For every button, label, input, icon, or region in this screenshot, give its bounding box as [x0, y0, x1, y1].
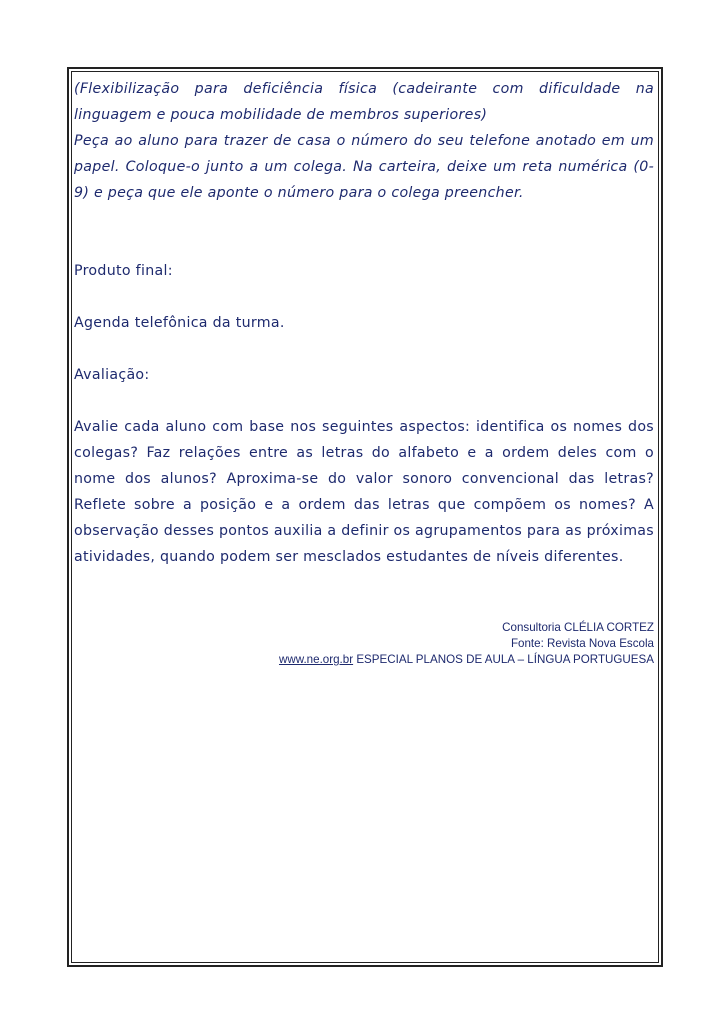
credits-block [74, 620, 654, 668]
flexibilization-title: (Flexibilização para deficiência física (cadeirante com dificuldade na linguagem e pouca mobilidade de membros superiores) [74, 81, 654, 123]
avaliacao-heading: Avaliação: [74, 367, 150, 383]
document-body [74, 76, 654, 570]
website-link[interactable]: www.ne.org.br [278, 653, 354, 666]
flexibilization-text: Peça ao aluno para trazer de casa o número do seu telefone anotado em um papel. Coloque-o junto a um colega. Na carteira, deixe um reta numérica (0-9) e peça que ele aponte o número para o colega preencher. [74, 133, 654, 201]
produto-final-heading: Produto final: [74, 263, 173, 279]
source-credit: Fonte: Revista Nova Escola [510, 637, 654, 650]
especial-label: ESPECIAL PLANOS DE AULA – LÍNGUA PORTUGUESA [353, 653, 654, 666]
avaliacao-text: Avalie cada aluno com base nos seguintes aspectos: identifica os nomes dos colegas? Faz relações entre as letras do alfabeto e a ordem deles com o nome dos alunos? Aproxima-se do valor sonoro convencional das letras? Reflete sobre a posição e a ordem das letras que compõem os nomes? A observação desses pontos auxilia a definir os agrupamentos para as próximas atividades, quando podem ser mesclados estudantes de níveis diferentes. [74, 419, 654, 565]
produto-final-text: Agenda telefônica da turma. [74, 315, 285, 331]
consultoria-credit: Consultoria CLÉLIA CORTEZ [502, 621, 654, 634]
especial-credit [74, 652, 654, 668]
